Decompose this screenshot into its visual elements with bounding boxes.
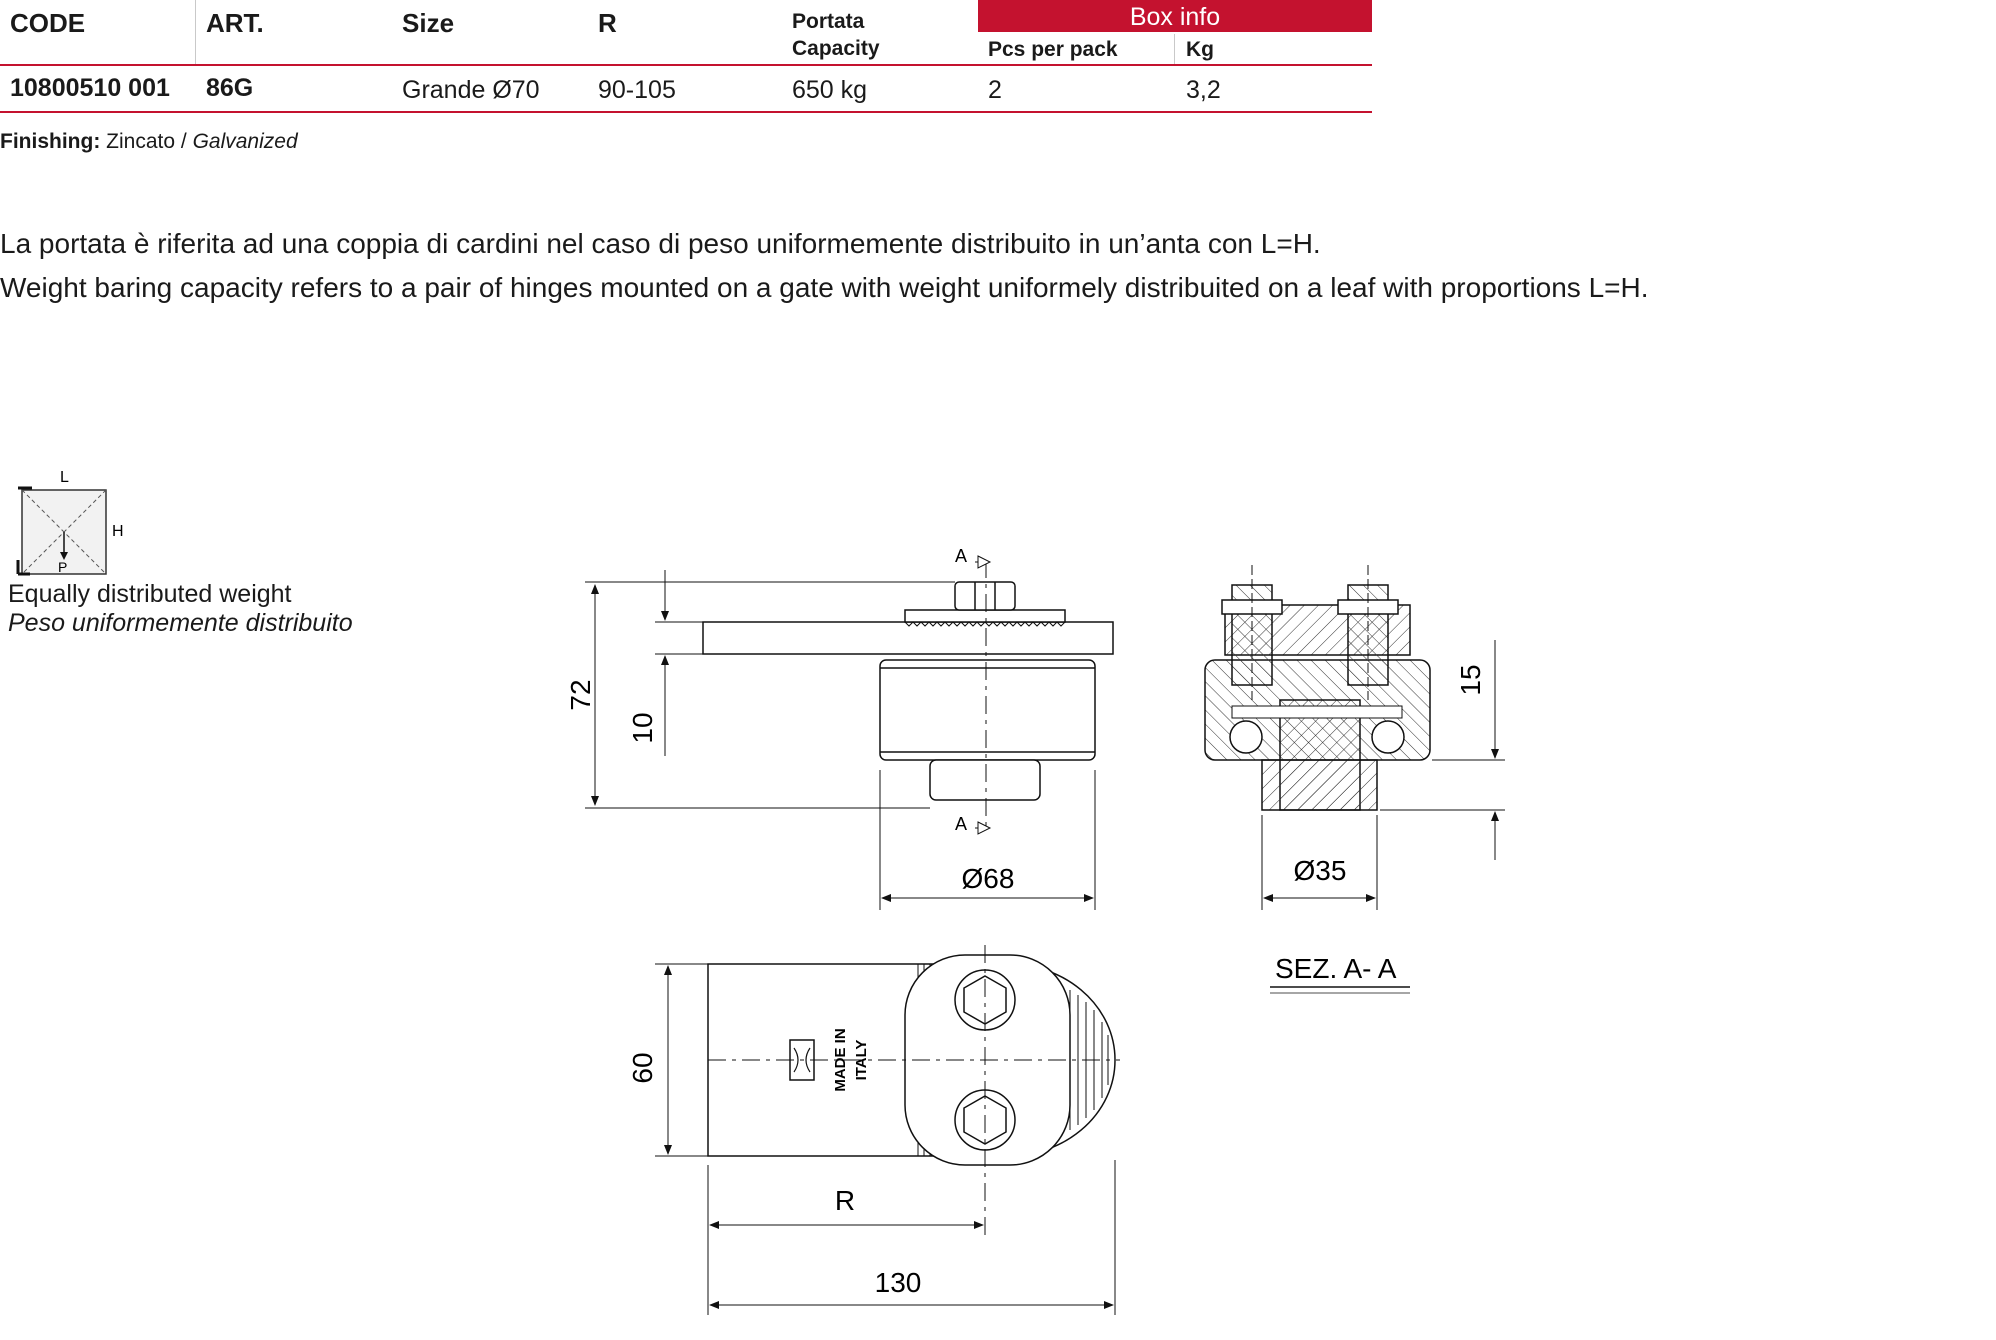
- dim-r-label: R: [834, 1185, 856, 1216]
- label-l: L: [60, 469, 69, 486]
- header-pcs-per-pack: Pcs per pack: [988, 38, 1118, 61]
- row-pcs-per-pack: 2: [988, 76, 1002, 104]
- row-kg: 3,2: [1186, 76, 1221, 104]
- box-info-header: Box info: [978, 0, 1372, 32]
- dimension-60: [655, 964, 708, 1156]
- section-mark-top: A: [955, 546, 968, 566]
- stamp-line1: MADE IN: [832, 1028, 849, 1092]
- dim-130-label: 130: [874, 1267, 922, 1298]
- dim-35-label: Ø35: [1293, 855, 1347, 886]
- header-capacity-en: Capacity: [792, 37, 880, 60]
- section-title: SEZ. A- A: [1275, 953, 1397, 984]
- label-p: P: [58, 559, 68, 575]
- row-r: 90-105: [598, 76, 676, 104]
- dim-15-label: 15: [1455, 664, 1486, 696]
- stamp-line2: ITALY: [853, 1039, 870, 1081]
- label-h: H: [112, 523, 124, 540]
- header-size: Size: [402, 8, 455, 38]
- dim-72-label: 72: [565, 679, 596, 711]
- dimension-10: [655, 570, 703, 756]
- dim-10-label: 10: [627, 712, 658, 744]
- section-mark-bottom: A: [955, 814, 968, 834]
- note-italian: La portata è riferita ad una coppia di cardini nel caso di peso uniformemente distribuito in un’anta con L=H.: [0, 228, 1321, 259]
- header-kg: Kg: [1186, 38, 1214, 61]
- header-code: CODE: [10, 8, 86, 38]
- note-english: Weight baring capacity refers to a pair of hinges mounted on a gate with weight uniformely distribuited on a leaf with proportions L=H.: [0, 272, 1649, 303]
- row-code: 10800510 001: [10, 74, 170, 102]
- header-r: R: [598, 8, 617, 38]
- dim-68-label: Ø68: [961, 863, 1015, 894]
- finishing-it: Zincato: [106, 130, 176, 153]
- section-view: [1205, 565, 1430, 810]
- front-view: [703, 556, 1113, 834]
- finishing-en: Galvanized: [192, 130, 298, 153]
- finishing-label: Finishing:: [0, 130, 101, 153]
- row-art: 86G: [206, 74, 254, 102]
- weight-caption-en: Equally distributed weight: [8, 580, 292, 608]
- header-art: ART.: [206, 8, 264, 38]
- header-capacity-it: Portata: [792, 10, 865, 33]
- finishing-sep: /: [175, 130, 193, 153]
- weight-caption-it: Peso uniformemente distribuito: [8, 609, 353, 637]
- row-size: Grande Ø70: [402, 76, 540, 104]
- row-capacity: 650 kg: [792, 76, 868, 104]
- dim-60-label: 60: [627, 1052, 658, 1084]
